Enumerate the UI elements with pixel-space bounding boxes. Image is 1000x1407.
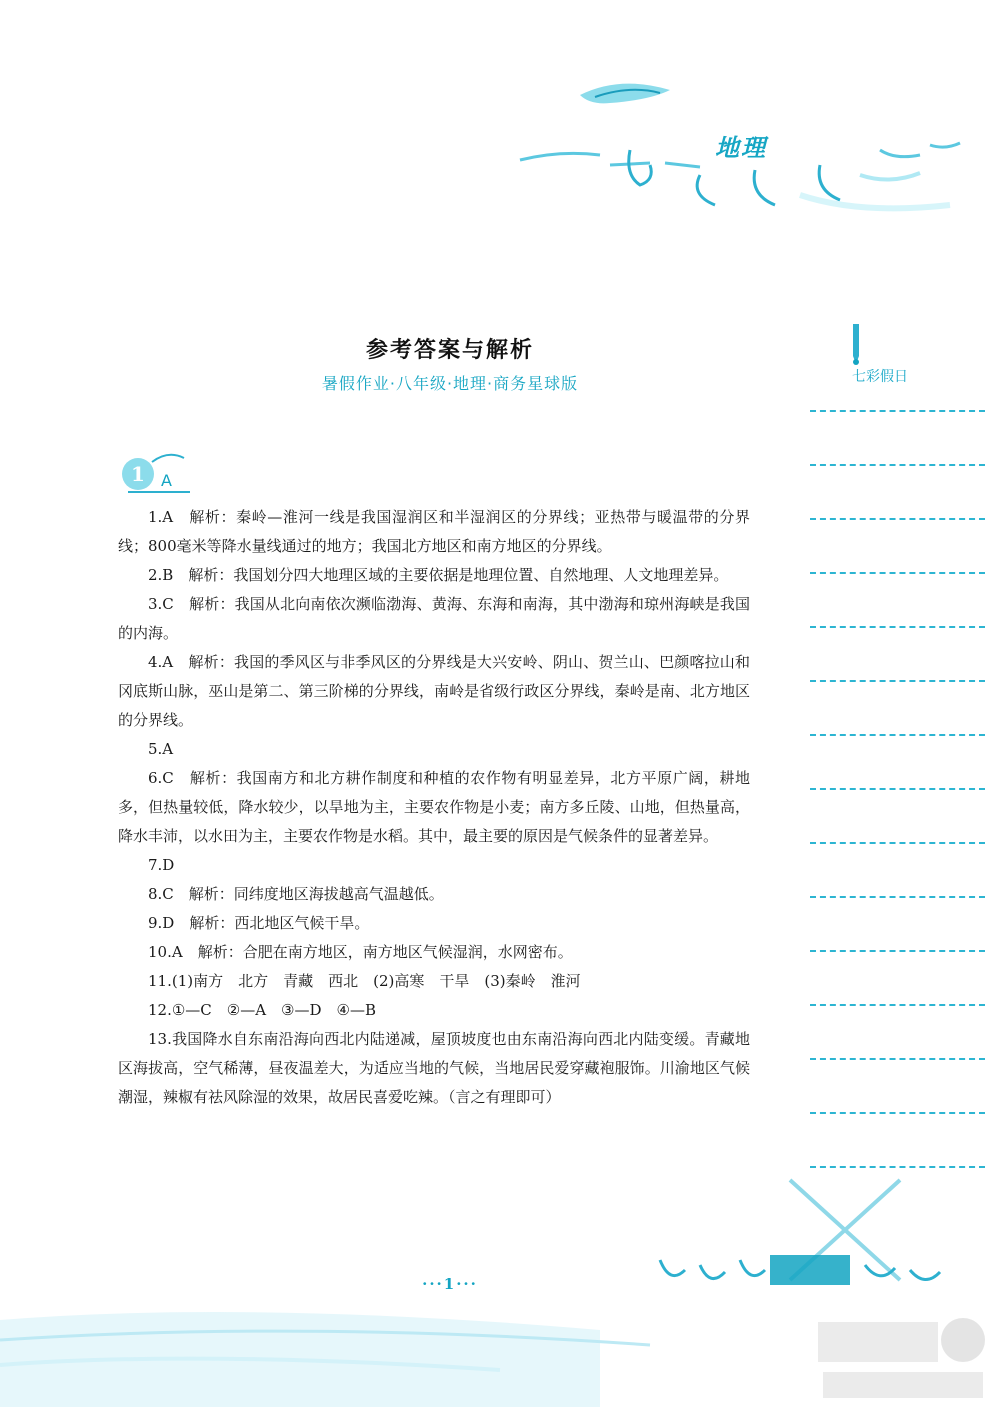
note-line: [810, 1004, 985, 1007]
note-line: [810, 896, 985, 899]
footer-decoration: [640, 1160, 1000, 1310]
answer-item: 8.C 解析：同纬度地区海拔越高气温越低。: [148, 885, 444, 903]
answer-item: 12.①—C ②—A ③—D ④—B: [148, 1001, 377, 1019]
note-line: [810, 1058, 985, 1061]
answer-item: 6.C 解析：我国南方和北方耕作制度和种植的农作物有明显差异，北方平原广阔，耕地多，但热量较低，降水较少，以旱地为主，主要农作物是小麦；南方多丘陵、山地，但热量高，降水丰沛，以水田为主，主要农作物是水稻。其中，最主要的原因是气候条件的显著差异。: [118, 769, 750, 845]
page-subtitle: 暑假作业·八年级·地理·商务星球版: [321, 374, 579, 393]
answer-item: 1.A 解析：秦岭—淮河一线是我国湿润区和半湿润区的分界线；亚热带与暖温带的分界线；800毫米等降水量线通过的地方；我国北方地区和南方地区的分界线。: [118, 508, 750, 555]
answer-item: 4.A 解析：我国的季风区与非季风区的分界线是大兴安岭、阴山、贺兰山、巴颜喀拉山和冈底斯山脉，巫山是第二、第三阶梯的分界线，南岭是省级行政区分界线，秦岭是南、北方地区的分界线。: [118, 653, 750, 729]
note-line: [810, 734, 985, 737]
answer-item: 11.(1)南方 北方 青藏 西北 (2)高寒 干旱 (3)秦岭 淮河: [148, 972, 581, 990]
section-number: 1: [131, 462, 145, 486]
note-line: [810, 410, 985, 413]
note-line: [810, 518, 985, 521]
note-line: [810, 950, 985, 953]
page-number: ···1···: [422, 1275, 478, 1293]
answer-list: [118, 503, 750, 1112]
section-letter: A: [161, 471, 172, 490]
answer-item: 13.我国降水自东南沿海向西北内陆递减，屋顶坡度也由东南沿海向西北内陆变缓。青藏地区海拔高，空气稀薄，昼夜温差大，为适应当地的气候，当地居民爱穿藏袍服饰。川渝地区气候潮湿，辣椒有祛风除湿的效果，故居民喜爱吃辣。（言之有理即可）: [118, 1030, 750, 1106]
sidebar-label: 七彩假日: [852, 369, 908, 385]
answer-item: 5.A: [148, 740, 174, 758]
answer-item: 2.B 解析：我国划分四大地理区域的主要依据是地理位置、自然地理、人文地理差异。: [148, 566, 729, 584]
answer-item: 7.D: [148, 856, 175, 874]
pen-icon: [845, 322, 869, 370]
note-line: [810, 626, 985, 629]
note-line: [810, 842, 985, 845]
note-line: [810, 1112, 985, 1115]
note-lines: [810, 410, 985, 1220]
note-line: [810, 464, 985, 467]
note-line: [810, 572, 985, 575]
answer-item: 3.C 解析：我国从北向南依次濒临渤海、黄海、东海和南海，其中渤海和琼州海峡是我国的内海。: [118, 595, 750, 642]
page-title: 参考答案与解析: [365, 337, 534, 363]
header-subject: 地理: [715, 134, 767, 162]
section-badge: [118, 450, 193, 495]
answer-item: 10.A 解析：合肥在南方地区，南方地区气候湿润，水网密布。: [148, 943, 573, 961]
watermark-logo: [808, 1310, 993, 1405]
answer-item: 9.D 解析：西北地区气候干旱。: [148, 914, 370, 932]
note-line: [810, 680, 985, 683]
note-line: [810, 788, 985, 791]
